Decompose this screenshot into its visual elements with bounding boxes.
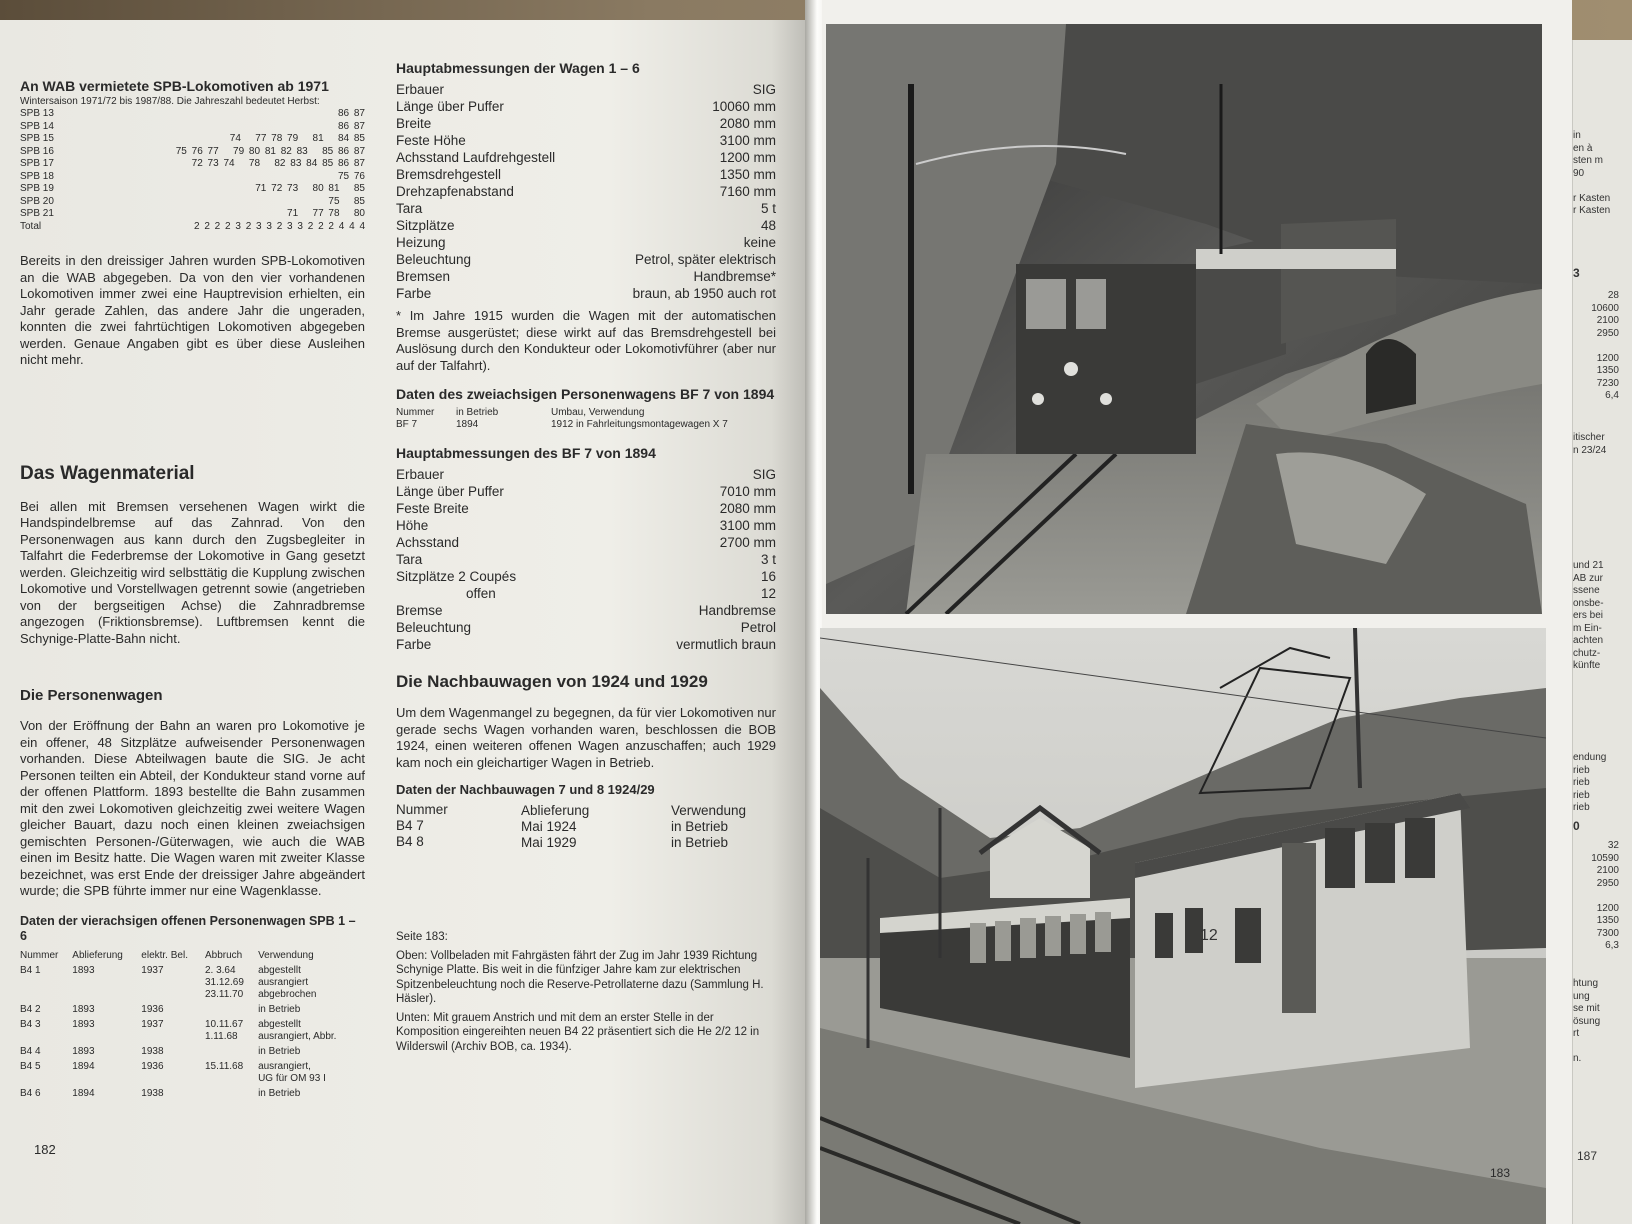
spec-row — [396, 217, 776, 234]
next-fragment: 10600 — [1591, 302, 1619, 314]
table-row — [396, 834, 776, 850]
next-fragment: 2950 — [1596, 877, 1619, 889]
spec-row — [396, 115, 776, 132]
spec-value: 3100 mm — [719, 133, 776, 148]
next-fragment: chutz- — [1573, 647, 1601, 659]
spec-value: 16 — [760, 569, 776, 584]
wagen-cell — [205, 1085, 258, 1100]
loco-years: 75 85 — [328, 195, 365, 207]
bf7-cell-betrieb: 1894 — [456, 419, 479, 430]
wagen-header: Ablieferung — [72, 949, 123, 961]
spec-value: 7160 mm — [719, 184, 776, 199]
next-frag-text — [1573, 560, 1604, 673]
loco-name: SPB 14 — [20, 120, 54, 132]
spec-label: Farbe — [396, 286, 432, 301]
page-number-right: 183 — [1490, 1166, 1511, 1180]
next-fragment — [1573, 1041, 1600, 1054]
loco-years: 75 76 — [337, 170, 365, 182]
next-frag-top — [1573, 130, 1610, 218]
spec-value: 2700 mm — [719, 535, 776, 550]
heading-personenwagen: Die Personenwagen — [20, 687, 163, 704]
spec-label: Bremse — [396, 603, 443, 618]
next-fragment: ers bei — [1573, 610, 1604, 621]
table-row — [20, 121, 365, 134]
next-page-sliver — [1572, 40, 1632, 1224]
right-column — [396, 60, 776, 1054]
wagen-cell: 15.11.68 — [204, 1060, 244, 1072]
loco-years: 71 72 73 80 81 85 — [255, 183, 365, 194]
bf7-header-umbau: Umbau, Verwendung — [551, 407, 645, 418]
wagen-cell: 1938 — [141, 1087, 164, 1099]
next-fragment: rt — [1573, 1028, 1580, 1039]
bf7-header-nummer: Nummer — [396, 407, 435, 418]
wagen-header: elektr. Bel. — [141, 949, 188, 961]
heading-bf7: Daten des zweiachsigen Personenwagens BF 7 von 1894 — [396, 386, 775, 402]
wagen-cell: ausrangiert, UG für OM 93 I — [258, 1060, 326, 1084]
wagen-cell: 1937 — [141, 1018, 164, 1030]
caption-bottom-photo: Unten: Mit grauem Anstrich und mit dem an erster Stelle in der Komposition eingereihten neuen B4 22 präsentiert sich die He 2/2 12 in Wilderswil (Archiv BOB, ca. 1934). — [396, 1011, 760, 1053]
heading-vierachsig: Daten der vierachsigen offenen Personenwagen SPB 1 – 6 — [20, 913, 356, 943]
wagen-cell: 1893 — [72, 1018, 95, 1030]
loco-table-subtitle: Wintersaison 1971/72 bis 1987/88. Die Jahreszahl bedeutet Herbst: — [20, 96, 320, 107]
heading-bf7-abmessungen: Hauptabmessungen des BF 7 von 1894 — [396, 445, 656, 461]
spec-value: 1350 mm — [719, 167, 776, 182]
spec-row — [396, 200, 776, 217]
spec-label: Drehzapfenabstand — [396, 184, 514, 199]
spec-label: Feste Breite — [396, 501, 469, 516]
nb-header-verwendung: Verwendung — [671, 802, 747, 818]
caption-ref: Seite 183: — [396, 931, 448, 943]
para-nachbau: Um dem Wagenmangel zu begegnen, da für vier Lokomotiven nur gerade sechs Wagen vorhanden waren, beschlossen die BOB 1924, einen weiteren offenen Wagen anzuschaffen; auch 1929 kam noch ein gleichartiger Wagen in Betrieb. — [396, 705, 776, 770]
loco-name: SPB 17 — [20, 158, 54, 169]
spec-row — [396, 183, 776, 200]
table-row — [20, 221, 365, 234]
wagen-cell: 1894 — [72, 1087, 95, 1099]
wagen-cell: B4 5 — [20, 1060, 41, 1072]
spec-label: Beleuchtung — [396, 620, 472, 635]
next-fragment — [1579, 890, 1619, 903]
next-fragment: n 23/24 — [1573, 444, 1607, 456]
next-fragment: 28 — [1607, 290, 1619, 301]
spec-row — [396, 251, 776, 268]
spec-value: 48 — [760, 218, 776, 233]
page-number-next: 187 — [1577, 1149, 1598, 1163]
loco-years: 75 76 77 79 80 81 82 83 85 86 87 — [175, 145, 365, 157]
next-fragment — [1579, 340, 1619, 353]
spec-label: Achsstand — [396, 535, 460, 550]
loco-name: Total — [20, 220, 42, 232]
para-bremsen: Bei allen mit Bremsen versehenen Wagen wirkt die Handspindelbremse auf das Zahnrad. Von den Personenwagen aus kann durch den Zugsbegleiter in Talfahrt die Federbremse der Lokomotive in Gang gesetzt werden. Gleichzeitig wird selbsttätig die Kupplung zwischen Lokomotive und Vorstellwagen getrennt sowie (angetrieben von der bergseitigen Achse) die Zahnradbremse angezogen (Friktionsbremse). Luftbremsen kennt die Schynige-Platte-Bahn nicht. — [20, 498, 365, 646]
next-frag-end — [1573, 978, 1600, 1066]
next-frag-use — [1573, 752, 1606, 815]
spec-label: Tara — [396, 201, 423, 216]
spec-row — [396, 166, 776, 183]
photo-train-mountain-image — [826, 24, 1542, 614]
spec-value: Petrol — [740, 620, 776, 635]
next-frag-3: 3 — [1573, 266, 1580, 280]
spec-label: Sitzplätze 2 Coupés — [396, 569, 517, 584]
spec-value: SIG — [752, 82, 776, 97]
spec-row — [396, 285, 776, 302]
next-fragment: 1350 — [1596, 915, 1619, 926]
heading-nachbau-daten: Daten der Nachbauwagen 7 und 8 1924/29 — [396, 782, 655, 797]
spec-row — [396, 517, 776, 534]
spec-value: 12 — [760, 586, 776, 601]
heading-hauptabmessungen: Hauptabmessungen der Wagen 1 – 6 — [396, 60, 640, 76]
table-row — [396, 818, 776, 834]
next-fragment: 32 — [1607, 840, 1619, 851]
wagen-header: Abbruch — [204, 949, 243, 961]
wagen-cell: 1936 — [141, 1003, 164, 1015]
loco-table — [20, 108, 365, 233]
nb-cell: Mai 1929 — [521, 834, 577, 850]
spec-label: Farbe — [396, 637, 432, 652]
next-values-2 — [1579, 840, 1619, 953]
spec-label: Achsstand Laufdrehgestell — [396, 150, 556, 165]
bf7-cell-nummer: BF 7 — [396, 419, 418, 430]
spec-label: Heizung — [396, 235, 446, 250]
loco-name: SPB 15 — [20, 133, 54, 144]
spec-row — [396, 268, 776, 285]
table-row — [20, 1001, 365, 1016]
photo-train-mountain — [826, 24, 1542, 614]
next-fragment: 2100 — [1596, 865, 1619, 876]
spec-value: 1200 mm — [719, 150, 776, 165]
spec-row — [396, 466, 776, 483]
left-page — [0, 20, 812, 1224]
loco-years: 72 73 74 78 82 83 84 85 86 87 — [191, 158, 365, 169]
wagen-cell: 2. 3.64 31.12.69 23.11.70 — [204, 964, 244, 1000]
nb-header-ablieferung: Ablieferung — [521, 802, 590, 818]
next-fragment: 1200 — [1596, 902, 1619, 914]
next-fragment: 10590 — [1591, 852, 1619, 864]
photo-train-station-image — [820, 628, 1546, 1224]
spec-label: offen — [466, 586, 496, 601]
spec-row — [396, 619, 776, 636]
left-column — [20, 78, 365, 1100]
table-row — [20, 108, 365, 121]
wagen-cell: abgestellt ausrangiert, Abbr. — [258, 1018, 337, 1042]
footnote-bremse: * Im Jahre 1915 wurden die Wagen mit der automatischen Bremse ausgerüstet; diese wirkt auf das Bremsdrehgestell bei Auslösung durch den Kondukteur oder Lokomotivführer (aber nur auf der Talfahrt). — [396, 308, 776, 373]
wagen-cell: B4 3 — [20, 1018, 41, 1030]
wagen-cell: 1938 — [141, 1045, 164, 1057]
nachbau-table — [396, 802, 776, 850]
wagen-table — [20, 950, 365, 1100]
wagen-cell: 1894 — [72, 1060, 95, 1072]
loco-years: 71 77 78 80 — [287, 208, 365, 219]
spec-row — [396, 602, 776, 619]
table-row — [20, 196, 365, 209]
next-fragment: 6,3 — [1605, 940, 1619, 951]
table-row — [20, 158, 365, 171]
spec-value: braun, ab 1950 auch rot — [632, 286, 776, 301]
spec-label: Erbauer — [396, 82, 445, 97]
spec-value: SIG — [752, 467, 776, 482]
wagen-cell: B4 6 — [20, 1087, 41, 1099]
spec-label: Erbauer — [396, 467, 445, 482]
wagen-cell: 1936 — [141, 1060, 164, 1072]
next-fragment: sten m — [1573, 155, 1604, 166]
bf7-table — [396, 407, 776, 431]
wagen-cell: B4 2 — [20, 1003, 41, 1015]
next-fragment: rieb — [1573, 802, 1590, 813]
para-personenwagen: Von der Eröffnung der Bahn an waren pro Lokomotive je ein offener, 48 Sitzplätze aufweisender Personenwagen vorhanden. Diese Abteilwagen baute die SIG. Je acht Personen teilten ein Abteil, der Kondukteur stand vorne auf der offenen Plattform. 1893 bestellte die Bahn zusammen mit den zwei Lokomotiven gleichzeitig zwei weitere Wagen gleicher Bauart, dazu noch einen kleinen zweiachsigen gemischten Personen-/Güterwagen, wie auch die WAB einen im Besitz hatte. Die Wagen waren mit zweiter Klasse bezeichnet, was erst Ende der dreissiger Jahre abgeändert wurde; die SPB führte immer nur eine Wagenklasse. — [20, 718, 365, 898]
next-fragment: 2950 — [1596, 327, 1619, 339]
next-fragment: 1350 — [1596, 365, 1619, 376]
wagen-cell: 1893 — [72, 1045, 95, 1057]
table-row — [20, 183, 365, 196]
wagen-cell — [205, 1043, 258, 1058]
wagen-cell: 1937 — [141, 964, 164, 976]
loco-name: SPB 16 — [20, 145, 54, 157]
loco-name: SPB 13 — [20, 108, 54, 119]
spec-row — [396, 132, 776, 149]
caption-top-photo: Oben: Vollbeladen mit Fahrgästen fährt der Zug im Jahr 1939 Richtung Schynige Platte. Bis weit in die fünfziger Jahre kam zur elektrischen Spitzenbeleuchtung noch die Reserve-Petrollaterne dazu (Sammlung H. Häsler). — [396, 949, 764, 1005]
nb-cell: in Betrieb — [671, 818, 729, 834]
table-row — [20, 208, 365, 221]
spec-row — [396, 568, 776, 585]
spec-label: Länge über Puffer — [396, 99, 504, 114]
wagen-header: Nummer — [20, 949, 59, 961]
loco-years: 86 87 — [337, 120, 365, 132]
next-fragment: und 21 — [1573, 560, 1604, 571]
table-row — [20, 146, 365, 159]
wagen-header: Verwendung — [258, 949, 314, 961]
nb-cell: B4 7 — [396, 818, 424, 833]
spec-value: Handbremse — [698, 603, 776, 618]
next-fragment: ssene — [1573, 585, 1600, 596]
spec-label: Feste Höhe — [396, 133, 466, 148]
loco-years: 74 77 78 79 81 84 85 — [229, 133, 365, 144]
table-row — [20, 1058, 365, 1085]
heading-nachbauwagen: Die Nachbauwagen von 1924 und 1929 — [396, 672, 708, 691]
next-fragment: endung — [1573, 752, 1607, 763]
heading-wagenmaterial: Das Wagenmaterial — [20, 462, 195, 484]
spec-row — [396, 483, 776, 500]
spec-table-bf7 — [396, 466, 776, 653]
wagen-cell: abgestellt ausrangiert abgebrochen — [258, 964, 317, 1000]
next-fragment: itischer — [1573, 432, 1605, 443]
loco-name: SPB 21 — [20, 208, 54, 219]
next-fragment: rieb — [1573, 777, 1590, 788]
spec-value: 10060 mm — [712, 99, 776, 114]
spec-value: 3 t — [760, 552, 776, 567]
loco-name: SPB 19 — [20, 183, 54, 194]
nb-cell: in Betrieb — [671, 834, 729, 850]
nb-cell: B4 8 — [396, 834, 424, 849]
table-row — [20, 133, 365, 146]
next-fragment: 7300 — [1596, 927, 1619, 939]
spec-row — [396, 98, 776, 115]
loco-years: 86 87 — [337, 108, 365, 119]
next-fragment: 7230 — [1596, 377, 1619, 389]
table-row — [20, 962, 365, 1001]
next-fragment: achten — [1573, 635, 1604, 646]
wagen-cell — [205, 1001, 258, 1016]
spec-value: 7010 mm — [719, 484, 776, 499]
next-frag-0: 0 — [1573, 819, 1580, 833]
next-fragment: AB zur — [1573, 572, 1604, 584]
spec-row — [396, 551, 776, 568]
wagen-cell: 10.11.67 1.11.68 — [204, 1018, 244, 1042]
wagen-cell: 1893 — [72, 964, 95, 976]
next-fragment: ung — [1573, 990, 1590, 1002]
spec-value: 2080 mm — [719, 116, 776, 131]
nb-cell: Mai 1924 — [521, 818, 577, 834]
next-fragment: künfte — [1573, 660, 1601, 671]
next-fragment: r Kasten — [1573, 192, 1611, 204]
wagen-cell: 1893 — [72, 1003, 95, 1015]
spec-row — [396, 234, 776, 251]
table-row — [396, 419, 776, 431]
spec-label: Sitzplätze — [396, 218, 455, 233]
spec-label: Beleuchtung — [396, 252, 472, 267]
next-fragment: rieb — [1573, 764, 1590, 776]
spec-row — [396, 149, 776, 166]
next-fragment: 90 — [1573, 167, 1585, 179]
spec-value: Handbremse* — [693, 269, 776, 284]
photo-train-station — [820, 628, 1546, 1224]
next-fragment: htung — [1573, 978, 1599, 989]
next-fragment: en à — [1573, 142, 1593, 154]
spec-value: keine — [743, 235, 776, 250]
loco-name: SPB 20 — [20, 195, 54, 207]
table-row — [20, 1043, 365, 1058]
spec-value: 3100 mm — [719, 518, 776, 533]
loco-name: SPB 18 — [20, 170, 54, 182]
spec-row — [396, 534, 776, 551]
spec-row — [396, 500, 776, 517]
para-ausleihen: Bereits in den dreissiger Jahren wurden SPB-Lokomotiven an die WAB abgegeben. Da von den vier vorhandenen Lokomotiven immer zwei eine Hauptrevision erhielten, ein Jahr gerade Zahlen, das andere Jahr die ungeraden, konnten die zwei fahrtüchtigen Lokomotiven abgegeben werden. Genaue Angaben gibt es über diese Ausleihen nicht mehr. — [20, 253, 365, 367]
next-fragment: ösung — [1573, 1015, 1601, 1027]
next-fragment: r Kasten — [1573, 205, 1611, 216]
table-row — [396, 802, 776, 818]
loco-years: 2 2 2 2 3 2 3 3 2 3 3 2 2 2 4 4 4 — [194, 220, 365, 232]
next-fragment — [1573, 180, 1610, 193]
spec-value: Petrol, später elektrisch — [634, 252, 776, 267]
spec-label: Tara — [396, 552, 423, 567]
spec-row — [396, 585, 776, 602]
spec-value: 5 t — [760, 201, 776, 216]
spec-value: 2080 mm — [719, 501, 776, 516]
next-fragment: 1200 — [1596, 352, 1619, 364]
spec-table-wagen — [396, 81, 776, 302]
table-row — [396, 407, 776, 419]
spec-label: Bremsdrehgestell — [396, 167, 502, 182]
next-fragment: rieb — [1573, 789, 1590, 801]
table-row — [20, 1085, 365, 1100]
spec-value: vermutlich braun — [676, 637, 776, 652]
next-frag-mid — [1573, 432, 1606, 457]
wagen-cell: B4 4 — [20, 1045, 41, 1057]
table-row — [20, 950, 365, 962]
loco-table-title: An WAB vermietete SPB-Lokomotiven ab 1971 — [20, 78, 329, 94]
spec-label: Bremsen — [396, 269, 451, 284]
loco-number-plate: 12 — [1200, 927, 1218, 944]
table-row — [20, 171, 365, 184]
wagen-cell: B4 1 — [20, 964, 41, 976]
wagen-cell: in Betrieb — [258, 1087, 301, 1099]
spec-label: Länge über Puffer — [396, 484, 504, 499]
spec-row — [396, 81, 776, 98]
next-fragment: 6,4 — [1605, 390, 1619, 401]
next-fragment: onsbe- — [1573, 597, 1604, 609]
page-number-left: 182 — [34, 1142, 56, 1157]
next-fragment: se mit — [1573, 1003, 1600, 1014]
wagen-cell: in Betrieb — [258, 1003, 301, 1015]
spec-row — [396, 636, 776, 653]
bf7-header-betrieb: in Betrieb — [456, 407, 499, 418]
table-row — [20, 1016, 365, 1043]
next-values-1 — [1579, 290, 1619, 403]
wagen-cell: in Betrieb — [258, 1045, 301, 1057]
nb-header-nummer: Nummer — [396, 802, 448, 817]
next-fragment: 2100 — [1596, 315, 1619, 326]
next-fragment: in — [1573, 130, 1581, 141]
next-fragment: m Ein- — [1573, 622, 1602, 634]
spec-label: Höhe — [396, 518, 429, 533]
bf7-cell-umbau: 1912 in Fahrleitungsmontagewagen X 7 — [551, 419, 728, 430]
spec-label: Breite — [396, 116, 432, 131]
right-page — [822, 0, 1572, 1224]
next-fragment: n. — [1573, 1053, 1582, 1064]
